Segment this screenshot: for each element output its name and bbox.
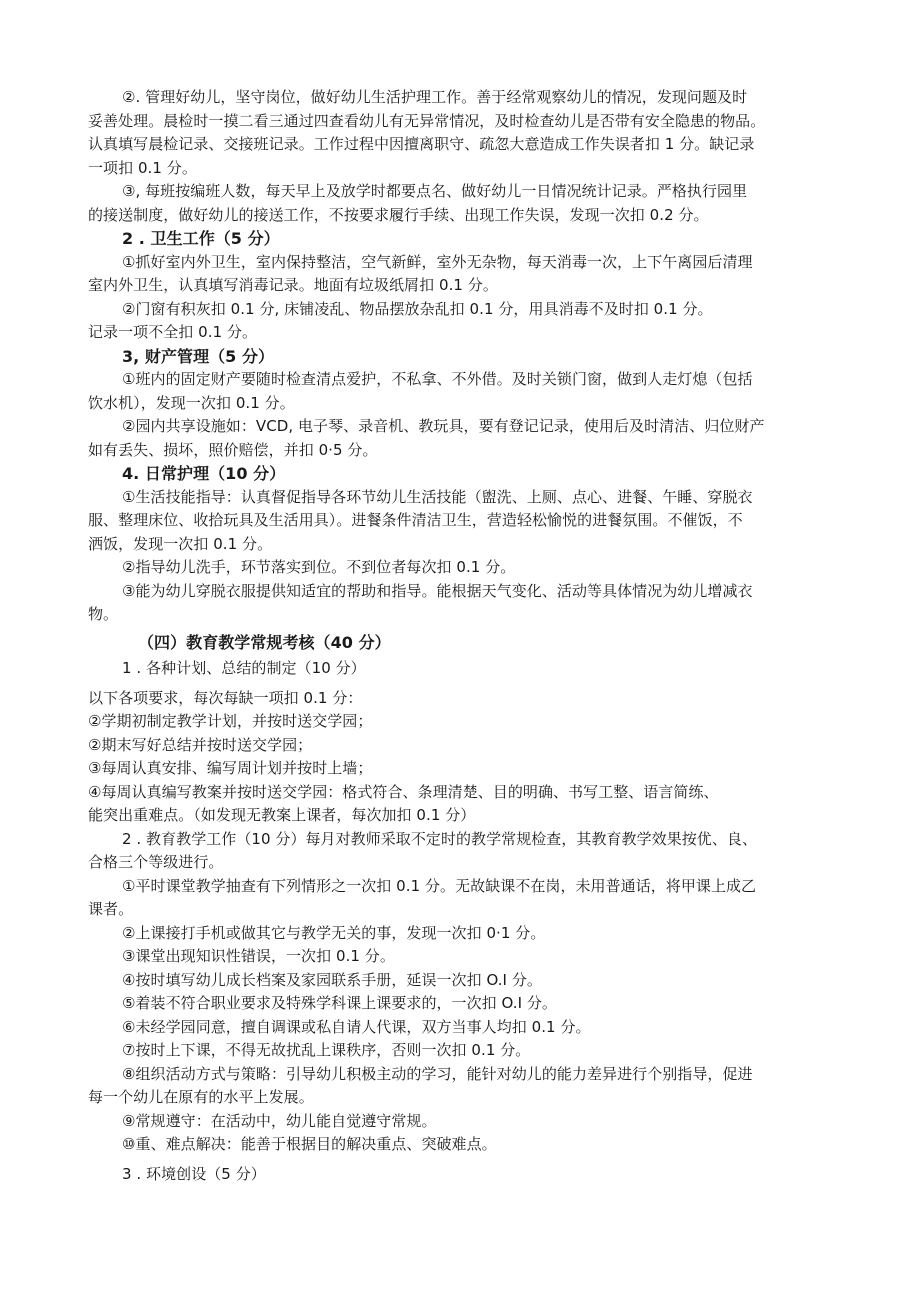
text-line: 课者。 [88, 900, 134, 918]
text-line: 合格三个等级进行。 [88, 853, 224, 871]
text-line: ③, 每班按编班人数，每天早上及放学时都要点名、做好幼儿一日情况统计记录。严格执行园里 [122, 182, 748, 200]
list-item: ④按时填写幼儿成长档案及家园联系手册，延误一次扣 O.I 分。 [122, 970, 542, 989]
text-line: 一项扣 0.1 分。 [88, 158, 197, 177]
heading-plans: 1 . 各种计划、总结的制定（10 分） [122, 659, 366, 677]
text-line: ③能为幼儿穿脱衣服提供知适宜的帮助和指导。能根据天气变化、活动等具体情况为幼儿增减衣 [122, 581, 753, 600]
text-line: 洒饭，发现一次扣 0.1 分。 [88, 534, 273, 553]
text-line: ②. 管理好幼儿，坚守岗位，做好幼儿生活护理工作。善于经常观察幼儿的情况，发现问题及时 [122, 88, 748, 106]
list-item: ②期末写好总结并按时送交学园； [88, 735, 313, 754]
text-line: 饮水机），发现一次扣 0.1 分。 [88, 393, 295, 412]
heading-daily-care: 4. 日常护理（10 分） [122, 464, 286, 483]
list-item: ②学期初制定教学计划，并按时送交学园； [88, 712, 373, 730]
list-item [88, 781, 836, 828]
heading-section-4: （四）教育教学常规考核（40 分） [138, 632, 391, 652]
text-line: ①班内的固定财产要随时检查清点爱护，不私拿、不外借。及时关锁门窗，做到人走灯熄（包括 [122, 370, 753, 388]
paragraph-property-1 [88, 368, 836, 415]
text-line: 物。 [88, 605, 119, 623]
list-item: ⑩重、难点解决：能善于根据目的解决重点、突破难点。 [122, 1135, 497, 1153]
heading-hygiene: 2 . 卫生工作（5 分） [122, 229, 280, 248]
list-item: ⑥未经学园同意，擅自调课或私自请人代课，双方当事人均扣 0.1 分。 [122, 1017, 591, 1036]
text-line: 认真填写晨检记录、交接班记录。工作过程中因擅离职守、疏忽大意造成工作失误者扣 1 分。缺记录 [88, 135, 755, 153]
heading-environment: 3 . 环境创设（5 分） [122, 1164, 266, 1183]
text-line: ①抓好室内外卫生，室内保持整洁，空气新鲜，室外无杂物，每天消毒一次，上下午离园后清理 [122, 252, 753, 271]
paragraph-property-2 [88, 415, 836, 462]
list-item: ⑨常规遵守：在活动中，幼儿能自觉遵守常规。 [122, 1111, 437, 1130]
list-item: ③每周认真安排、编写周计划并按时上墙； [88, 759, 373, 777]
list-item: ②上课接打手机或做其它与教学无关的事，发现一次扣 0·1 分。 [122, 923, 546, 942]
list-item: ⑦按时上下课，不得无故扰乱上课秩序，否则一次扣 0.1 分。 [122, 1041, 531, 1059]
text-line: 2 . 教育教学工作（10 分）每月对教师采取不定时的教学常规检查，其教育教学效果按优、良、 [122, 829, 758, 848]
text-line: 的接送制度，做好幼儿的接送工作，不按要求履行手续、出现工作失误，发现一次扣 0.2 分。 [88, 205, 709, 224]
text-line: 每一个幼儿在原有的水平上发展。 [88, 1088, 314, 1106]
document-page [88, 86, 836, 1186]
text-line: 妥善处理。晨检时一摸二看三通过四查看幼儿有无异常情况，及时检查幼儿是否带有安全隐患的物品。 [88, 111, 766, 130]
paragraph-care-1 [88, 486, 836, 557]
text-line: 服、整理床位、收拾玩具及生活用具）。进餐条件清洁卫生，营造轻松愉悦的进餐氛围。不催饭，不 [88, 511, 743, 529]
paragraph-care-3 [88, 580, 836, 627]
text-line: ⑧组织活动方式与策略：引导幼儿积极主动的学习，能针对幼儿的能力差异进行个别指导，促进 [122, 1064, 753, 1083]
paragraph-manage-2 [88, 86, 836, 180]
paragraph-hygiene-2 [88, 298, 836, 345]
paragraph-manage-3 [88, 180, 836, 227]
heading-property: 3, 财产管理（5 分） [122, 346, 275, 366]
text-line: ②门窗有积灰扣 0.1 分, 床铺凌乱、物品摆放杂乱扣 0.1 分，用具消毒不及时扣 0.1 分。 [122, 299, 713, 318]
list-item [88, 875, 836, 922]
text-line: ①生活技能指导：认真督促指导各环节幼儿生活技能（盥洗、上厕、点心、进餐、午睡、穿脱衣 [122, 487, 753, 506]
list-item: ③课堂出现知识性错误，一次扣 0.1 分。 [122, 947, 395, 965]
text-line: ④每周认真编写教案并按时送交学园：格式符合、条理清楚、目的明确、书写工整、语言简练、 [88, 782, 719, 801]
text-line: 记录一项不全扣 0.1 分。 [88, 323, 258, 341]
text-line: 以下各项要求，每次每缺一项扣 0.1 分： [88, 688, 363, 707]
text-line: ①平时课堂教学抽查有下列情形之一次扣 0.1 分。无故缺课不在岗，未用普通话，将甲课上成乙 [122, 876, 757, 895]
text-line: 能突出重难点。（如发现无教案上课者，每次加扣 0.1 分） [88, 806, 476, 824]
paragraph-care-2 [88, 556, 836, 580]
text-line: 室内外卫生，认真填写消毒记录。地面有垃圾纸屑扣 0.1 分。 [88, 276, 498, 294]
list-item [88, 1063, 836, 1110]
paragraph-hygiene-1 [88, 251, 836, 298]
text-line: 如有丢失、损坏，照价赔偿，并扣 0·5 分。 [88, 440, 378, 459]
text-line: ②园内共享设施如：VCD, 电子琴、录音机、教玩具，要有登记记录，使用后及时清洁、归位财产 [122, 417, 765, 435]
heading-teaching [88, 828, 836, 875]
text-line: ②指导幼儿洗手，环节落实到位。不到位者每次扣 0.1 分。 [122, 558, 516, 576]
list-item: ⑤着装不符合职业要求及特殊学科课上课要求的，一次扣 O.I 分。 [122, 994, 557, 1012]
